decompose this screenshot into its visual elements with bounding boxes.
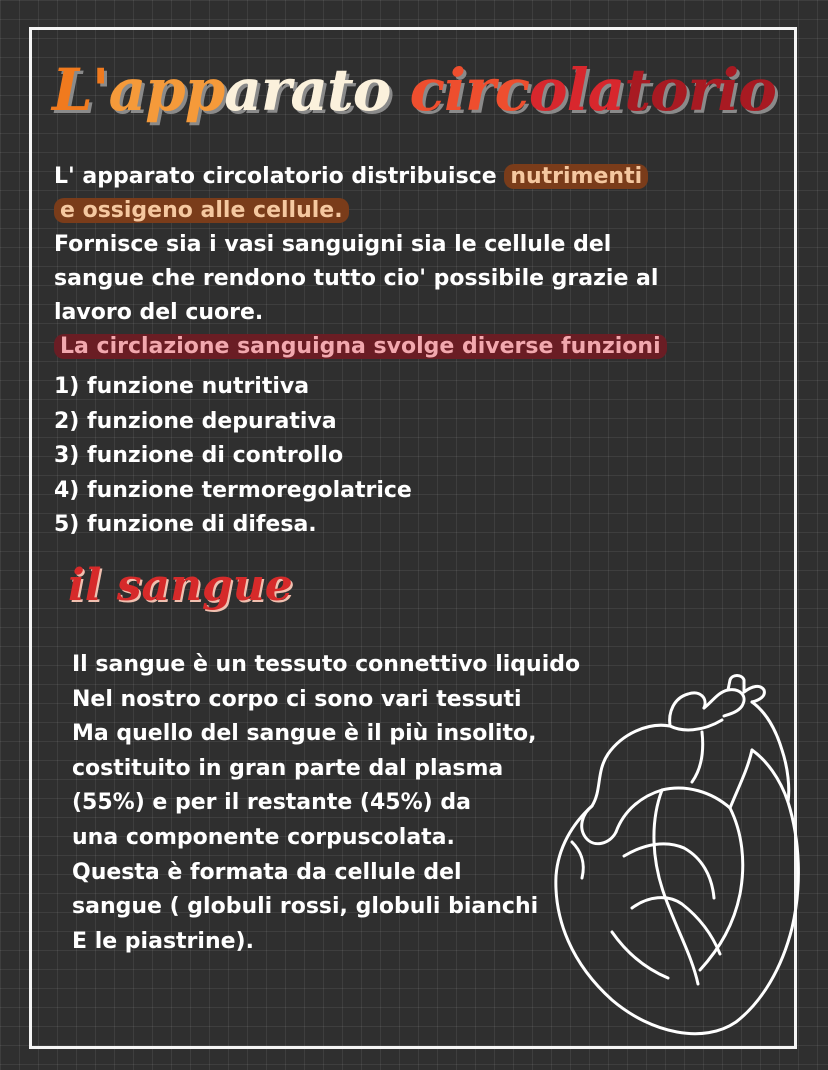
intro-line: lavoro del cuore. — [54, 300, 264, 325]
blood-line: E le piastrine). — [72, 928, 254, 954]
list-item: 4) funzione termoregolatrice — [54, 477, 412, 503]
highlight-functions: La circlazione sanguigna svolge diverse funzioni — [54, 334, 667, 359]
functions-list — [54, 370, 412, 543]
highlight-nutrimenti: nutrimenti — [504, 164, 648, 189]
title-part: ar — [224, 56, 291, 124]
blood-paragraph — [72, 648, 580, 959]
title-part: circ — [390, 56, 529, 124]
list-item: 3) funzione di controllo — [54, 443, 344, 468]
blood-line: Il sangue è un tessuto connettivo liquido — [72, 652, 581, 677]
blood-line: (55%) e per il restante (45%) da — [72, 790, 471, 816]
title-part: app — [108, 56, 225, 124]
title-part: ato — [290, 56, 391, 124]
intro-line: Fornisce sia i vasi sanguigni sia le cellule del — [54, 232, 612, 257]
intro-paragraph — [54, 160, 794, 364]
list-item: 2) funzione depurativa — [54, 408, 337, 434]
highlight-ossigeno: e ossigeno alle cellule. — [54, 198, 349, 223]
intro-line — [54, 160, 794, 194]
title-part: torio — [624, 56, 776, 124]
intro-line-text: L' apparato circolatorio distribuisce — [54, 164, 497, 189]
heart-outline-icon — [552, 672, 804, 1044]
list-item: 5) funzione di difesa. — [54, 512, 317, 537]
page-title — [32, 40, 796, 140]
blood-line: Nel nostro corpo ci sono vari tessuti — [72, 686, 522, 712]
list-item: 1) funzione nutritiva — [54, 374, 310, 399]
blood-line: Questa è formata da cellule del — [72, 859, 462, 885]
blood-line: costituito in gran parte dal plasma — [72, 755, 504, 781]
title-part: L' — [52, 56, 109, 124]
blood-line: una componente corpuscolata. — [72, 824, 455, 850]
blood-line: Ma quello del sangue è il più insolito, — [72, 721, 537, 747]
title-part: ola — [528, 56, 625, 124]
intro-line — [54, 194, 794, 228]
blood-line: sangue ( globuli rossi, globuli bianchi — [72, 894, 539, 920]
section-title: il sangue — [68, 560, 293, 611]
intro-line — [54, 330, 794, 364]
intro-line: sangue che rendono tutto cio' possibile grazie al — [54, 266, 659, 291]
